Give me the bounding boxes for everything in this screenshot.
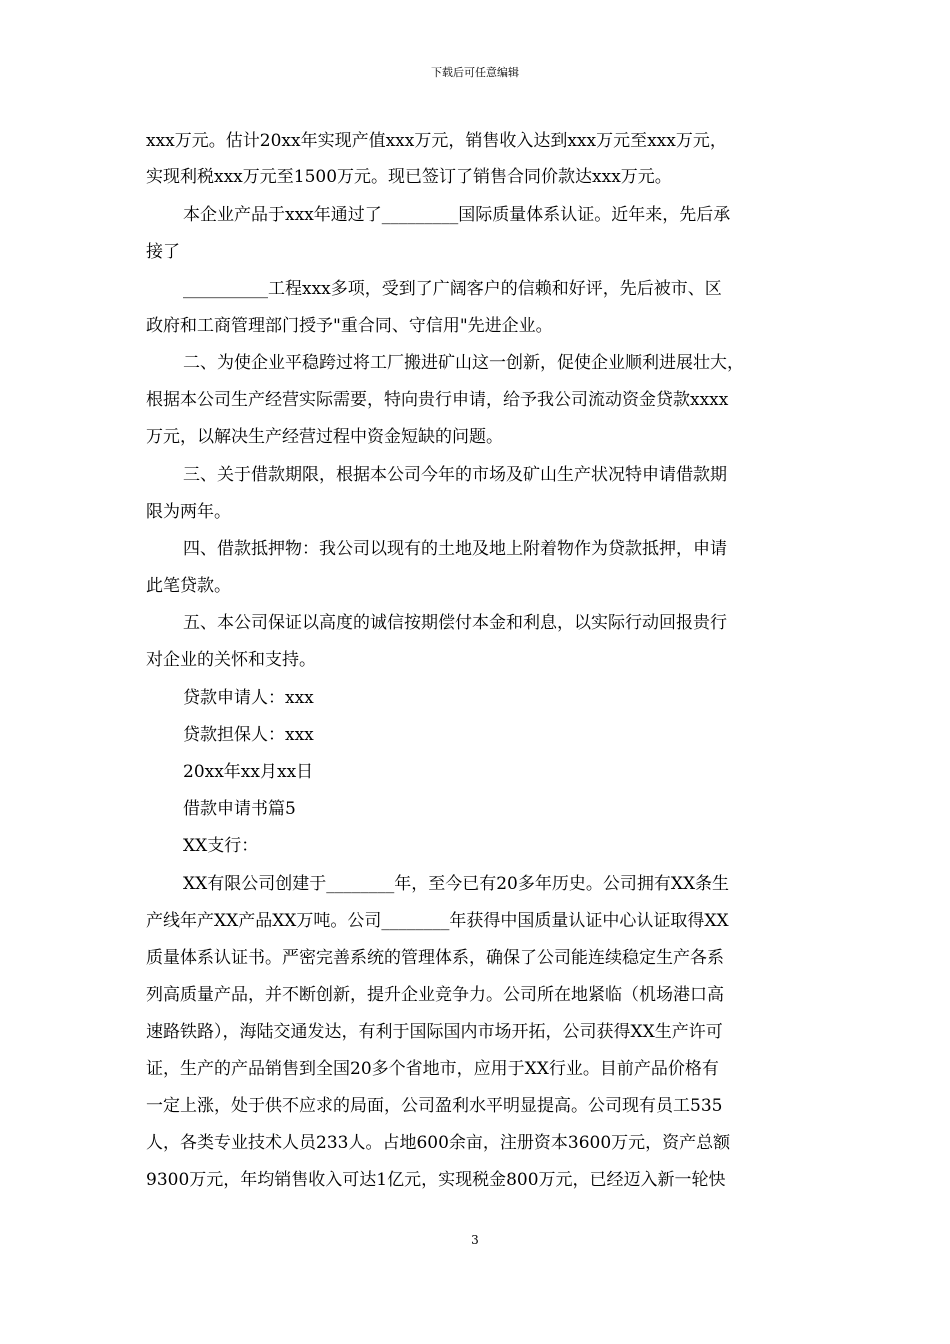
- body-line: 借款申请书篇5: [183, 799, 296, 819]
- body-line: XX有限公司创建于________年，至今已有20多年历史。公司拥有XX条生: [183, 874, 730, 894]
- body-line: 接了: [146, 242, 180, 262]
- body-line: 四、借款抵押物：我公司以现有的土地及地上附着物作为贷款抵押，申请: [183, 539, 727, 559]
- body-line: 一定上涨，处于供不应求的局面，公司盈利水平明显提高。公司现有员工535: [146, 1096, 723, 1116]
- body-line: 20xx年xx月xx日: [183, 762, 314, 782]
- body-line: 三、关于借款期限，根据本公司今年的市场及矿山生产状况特申请借款期: [183, 465, 727, 485]
- body-line: 实现利税xxx万元至1500万元。现已签订了销售合同价款达xxx万元。: [146, 167, 672, 187]
- body-line: 政府和工商管理部门授予"重合同、守信用"先进企业。: [146, 316, 553, 336]
- body-line: 二、为使企业平稳跨过将工厂搬进矿山这一创新，促使企业顺利进展壮大，: [183, 353, 744, 373]
- body-line: 速路铁路），海陆交通发达，有利于国际国内市场开拓，公司获得XX生产许可: [146, 1022, 723, 1042]
- body-line: 限为两年。: [146, 502, 231, 522]
- body-line: 根据本公司生产经营实际需要，特向贵行申请，给予我公司流动资金贷款xxxx: [146, 390, 729, 410]
- body-line: 人，各类专业技术人员233人。占地600余亩，注册资本3600万元，资产总额: [146, 1133, 731, 1153]
- body-line: 质量体系认证书。严密完善系统的管理体系，确保了公司能连续稳定生产各系: [146, 948, 724, 968]
- body-line: 对企业的关怀和支持。: [146, 650, 316, 670]
- body-line: 9300万元，年均销售收入可达1亿元，实现税金800万元，已经迈入新一轮快: [146, 1170, 726, 1190]
- body-line: 此笔贷款。: [146, 576, 231, 596]
- body-line: xxx万元。估计20xx年实现产值xxx万元，销售收入达到xxx万元至xxx万元，: [146, 131, 727, 151]
- body-line: 证，生产的产品销售到全国20多个省地市，应用于XX行业。目前产品价格有: [146, 1059, 719, 1079]
- page-number: 3: [471, 1233, 479, 1247]
- body-line: 贷款担保人：xxx: [183, 725, 314, 745]
- body-line: 产线年产XX产品XX万吨。公司________年获得中国质量认证中心认证取得XX: [146, 911, 729, 931]
- body-line: 万元，以解决生产经营过程中资金短缺的问题。: [146, 427, 503, 447]
- body-line: 五、本公司保证以高度的诚信按期偿付本金和利息，以实际行动回报贵行: [183, 613, 727, 633]
- body-line: 本企业产品于xxx年通过了_________国际质量体系认证。近年来，先后承: [183, 205, 731, 225]
- page-header: 下载后可任意编辑: [431, 66, 519, 79]
- body-line: __________工程xxx多项，受到了广阔客户的信赖和好评，先后被市、区: [183, 279, 722, 299]
- body-line: XX支行：: [183, 836, 259, 856]
- body-line: 贷款申请人：xxx: [183, 688, 314, 708]
- body-line: 列高质量产品，并不断创新，提升企业竞争力。公司所在地紧临（机场港口高: [146, 985, 724, 1005]
